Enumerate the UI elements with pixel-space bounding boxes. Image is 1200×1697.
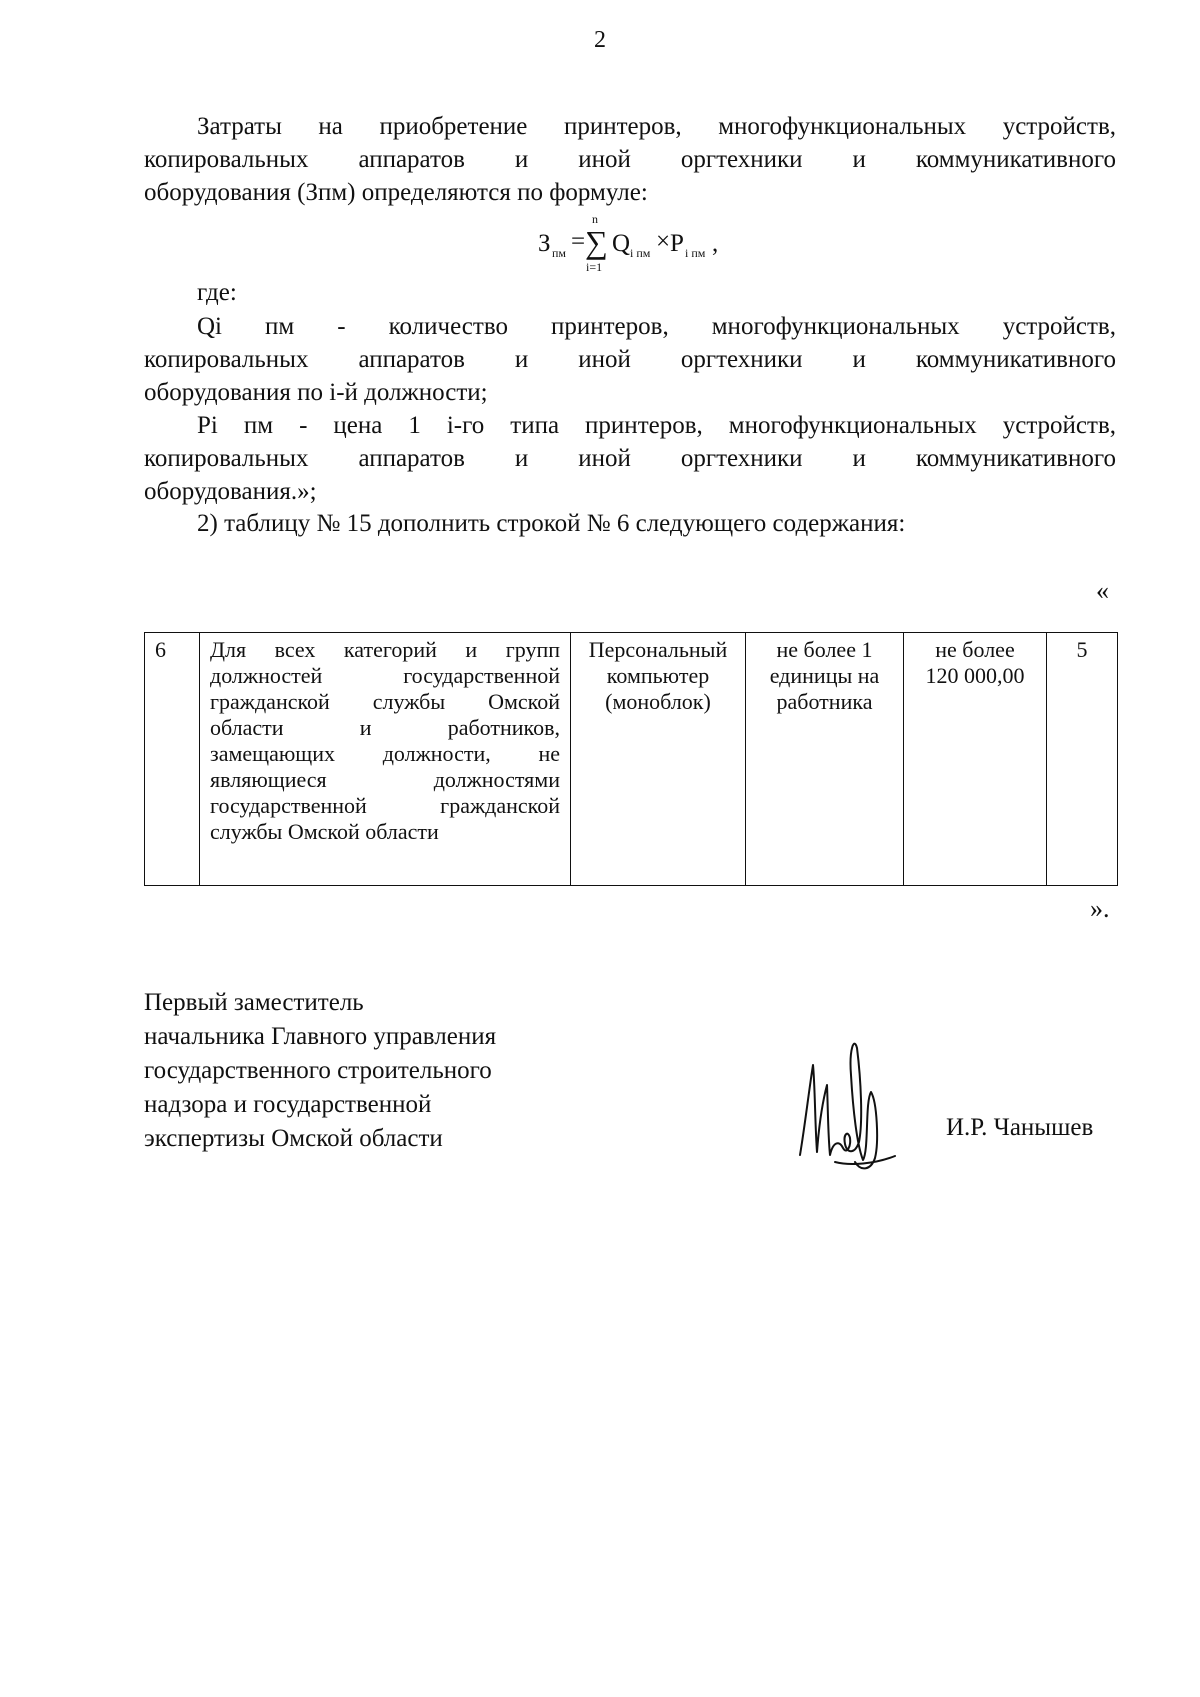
- equipment-name-cell: [571, 633, 746, 886]
- qi-definition-line: Qi пм - количество принтеров, многофункциональных устройств,: [197, 313, 1116, 340]
- item-2-text: 2) таблицу № 15 дополнить строкой № 6 следующего содержания:: [197, 510, 906, 537]
- sum-lower-limit: i=1: [586, 260, 603, 274]
- signatory-name: И.Р. Чанышев: [946, 1114, 1094, 1141]
- equipment-name-line: Персональный: [588, 637, 728, 662]
- pi-definition-line: Pi пм - цена 1 i-го типа принтеров, многофункциональных устройств,: [197, 412, 1116, 439]
- handwritten-signature: [795, 1030, 905, 1180]
- sum-upper-limit: n: [592, 212, 598, 226]
- equipment-name-line: компьютер: [606, 663, 710, 688]
- pi-definition-line: оборудования.»;: [144, 478, 317, 505]
- formula-comma: ,: [712, 230, 719, 257]
- position-category-line: Для всех категорий и групп: [210, 637, 560, 662]
- price-line: не более: [935, 637, 1015, 662]
- quantity-line: единицы на: [769, 663, 880, 688]
- formula-p: P: [670, 230, 684, 257]
- equipment-name-line: (моноблок): [605, 689, 711, 714]
- signatory-title-line: Первый заместитель: [144, 989, 364, 1016]
- position-category-line: области и работников,: [210, 715, 560, 740]
- quantity-cell: [746, 633, 904, 886]
- opening-quote: «: [1096, 576, 1109, 605]
- paragraph-line: оборудования (Зпм) определяются по формуле:: [144, 179, 648, 206]
- qi-definition-line: оборудования по i-й должности;: [144, 379, 488, 406]
- position-category-line: государственной гражданской: [210, 793, 560, 818]
- where-label: где:: [197, 279, 237, 306]
- paragraph-line: Затраты на приобретение принтеров, многофункциональных устройств,: [197, 113, 1116, 140]
- page-number: 2: [594, 27, 606, 53]
- signatory-title-line: государственного строительного: [144, 1057, 492, 1084]
- cost-formula: [538, 212, 738, 278]
- signatory-title-line: экспертизы Омской области: [144, 1125, 443, 1152]
- position-category-line: гражданской службы Омской: [210, 689, 560, 714]
- formula-lhs: З: [538, 230, 551, 257]
- closing-quote: ».: [1090, 894, 1110, 923]
- quantity-line: работника: [776, 689, 873, 714]
- signatory-title-line: начальника Главного управления: [144, 1023, 497, 1050]
- qi-definition-line: копировальных аппаратов и иной оргтехники и коммуникативного: [144, 346, 1116, 373]
- pi-definition-line: копировальных аппаратов и иной оргтехники и коммуникативного: [144, 445, 1116, 472]
- formula-p-subscript: i пм: [685, 246, 706, 260]
- formula-times: ×: [656, 228, 671, 255]
- position-category-cell: [200, 633, 571, 886]
- formula-q-subscript: i пм: [630, 246, 651, 260]
- position-category-line: должностей государственной: [210, 663, 560, 688]
- formula-lhs-subscript: пм: [552, 246, 567, 260]
- position-category-line: службы Омской области: [210, 819, 439, 844]
- signatory-title: [144, 986, 496, 1156]
- price-line: 120 000,00: [925, 663, 1025, 688]
- position-category-line: замещающих должности, не: [210, 741, 560, 766]
- table-row-6: [144, 632, 1118, 886]
- paragraph-line: копировальных аппаратов и иной оргтехники и коммуникативного: [144, 146, 1116, 173]
- row-number-cell: 6: [145, 633, 200, 886]
- sum-symbol: ∑: [585, 224, 608, 260]
- position-category-line: являющиеся должностями: [210, 767, 560, 792]
- price-cell: [904, 633, 1047, 886]
- quantity-line: не более 1: [776, 637, 873, 662]
- signatory-title-line: надзора и государственной: [144, 1091, 432, 1118]
- formula-equals: =: [571, 228, 586, 255]
- service-life-cell: 5: [1047, 633, 1118, 886]
- formula-q: Q: [612, 230, 631, 257]
